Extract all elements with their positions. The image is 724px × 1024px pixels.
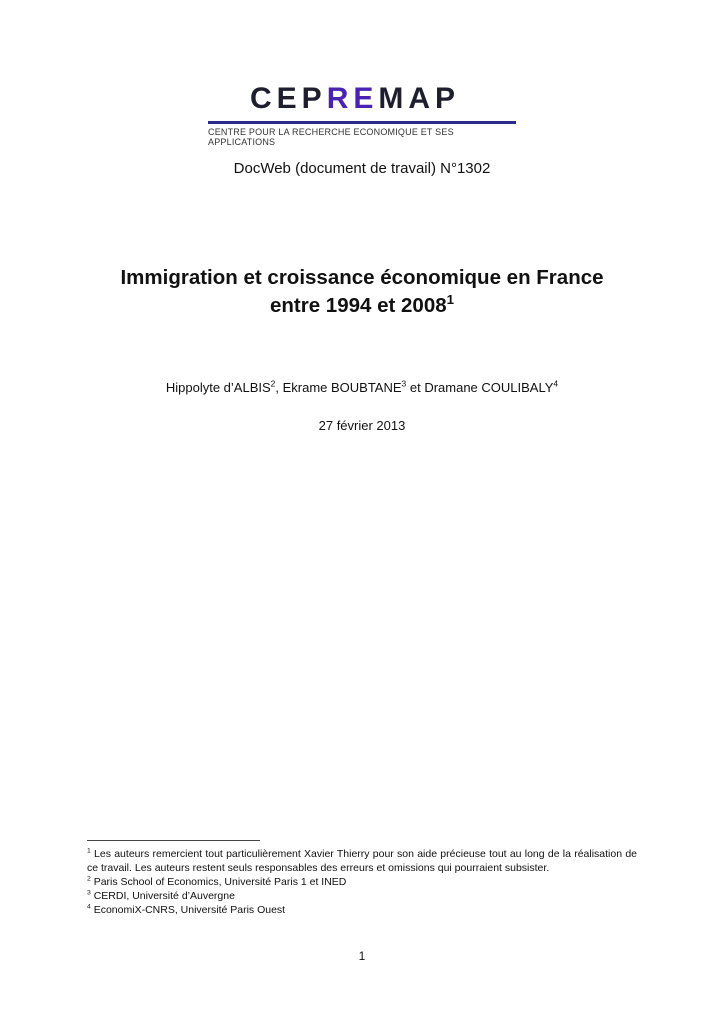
footnote-1-mark: 1 [87, 847, 91, 855]
logo-rule [208, 121, 516, 124]
footnotes [87, 847, 637, 917]
logo-part-map: MAP [378, 82, 461, 115]
logo-part-cep: CEP [250, 82, 327, 115]
title-line-2-text: entre 1994 et 2008 [269, 294, 447, 317]
footnote-2-text: Paris School of Economics, Université Paris 1 et INED [90, 876, 347, 888]
page-number: 1 [358, 949, 366, 963]
footnote-2-mark: 2 [87, 875, 91, 883]
title-line-2 [0, 292, 724, 320]
author-coulibaly: et Dramane COULIBALY [406, 380, 554, 395]
docweb-number: DocWeb (document de travail) N°1302 [233, 160, 491, 177]
footnote-separator [87, 840, 260, 841]
publication-date: 27 février 2013 [318, 418, 406, 433]
title-footnote-mark: 1 [446, 292, 455, 308]
author-coulibaly-mark: 4 [553, 378, 559, 389]
authors-line [0, 380, 724, 395]
author-boubtane-mark: 3 [401, 378, 407, 389]
logo-part-re: RE [326, 82, 379, 115]
footnote-1-text: Les auteurs remercient tout particulièrement Xavier Thierry pour son aide précieuse tout au long de la réalisation de ce travail. Les auteurs restent seuls responsables des erreurs et omissions qui pourraient subsister. [87, 848, 637, 874]
logo-subtitle: CENTRE POUR LA RECHERCHE ECONOMIQUE ET SES APPLICATIONS [208, 127, 454, 147]
footnote-3-text: CERDI, Université d’Auvergne [90, 890, 235, 902]
cepremap-logo [208, 82, 516, 147]
logo-wordmark [208, 82, 516, 116]
footnote-1 [87, 847, 637, 875]
paper-title [0, 264, 724, 320]
footnote-4-mark: 4 [87, 903, 91, 911]
footnote-4 [87, 903, 637, 917]
title-line-1: Immigration et croissance économique en France [120, 266, 604, 289]
footnote-3-mark: 3 [87, 889, 91, 897]
footnote-3 [87, 889, 637, 903]
author-albis-mark: 2 [270, 378, 276, 389]
author-albis: Hippolyte d’ALBIS [165, 380, 271, 395]
author-boubtane: , Ekrame BOUBTANE [275, 380, 402, 395]
footnote-4-text: EconomiX-CNRS, Université Paris Ouest [90, 904, 286, 916]
footnote-2 [87, 875, 637, 889]
